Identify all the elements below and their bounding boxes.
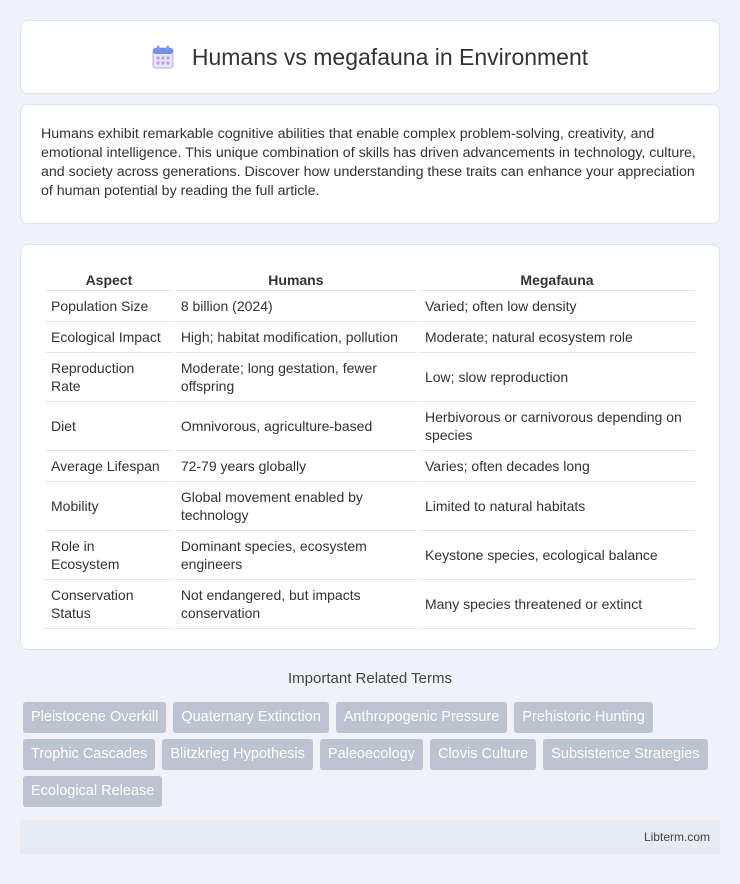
footer [20, 820, 720, 854]
term-tag[interactable]: Paleoecology [320, 739, 423, 770]
table-row [45, 580, 695, 629]
table-cell: High; habitat modification, pollution [175, 322, 417, 353]
comparison-table [43, 267, 697, 629]
intro-text: Humans exhibit remarkable cognitive abilities that enable complex problem-solving, creativity, and emotional intelligence. This unique combination of skills has driven advancements in technology, culture, and society across generations. Discover how understanding these traits can enhance your appreciation of human potential by reading the full article. [41, 126, 696, 199]
column-header-humans: Humans [175, 267, 417, 291]
table-cell: Mobility [45, 482, 173, 531]
term-tag[interactable]: Prehistoric Hunting [514, 702, 653, 733]
table-cell: 8 billion (2024) [175, 291, 417, 322]
calendar-icon [152, 45, 174, 69]
table-row [45, 291, 695, 322]
page-title: Humans vs megafauna in Environment [191, 43, 589, 70]
table-cell: Many species threatened or extinct [419, 580, 695, 629]
table-cell: Herbivorous or carnivorous depending on species [419, 402, 695, 451]
term-tag[interactable]: Trophic Cascades [23, 739, 155, 770]
intro-card [20, 104, 720, 224]
table-cell: Population Size [45, 291, 173, 322]
term-tag[interactable]: Blitzkrieg Hypothesis [162, 739, 313, 770]
related-terms-title: Important Related Terms [288, 670, 452, 687]
table-row [45, 482, 695, 531]
table-cell: Moderate; natural ecosystem role [419, 322, 695, 353]
table-cell: Average Lifespan [45, 451, 173, 482]
header-card [20, 20, 720, 94]
table-cell: Conservation Status [45, 580, 173, 629]
table-cell: Omnivorous, agriculture-based [175, 402, 417, 451]
table-cell: Dominant species, ecosystem engineers [175, 531, 417, 580]
table-cell: Role in Ecosystem [45, 531, 173, 580]
table-cell: 72-79 years globally [175, 451, 417, 482]
table-cell: Ecological Impact [45, 322, 173, 353]
comparison-card [20, 244, 720, 650]
term-tag[interactable]: Subsistence Strategies [543, 739, 707, 770]
table-row [45, 353, 695, 402]
table-cell: Limited to natural habitats [419, 482, 695, 531]
table-cell: Varied; often low density [419, 291, 695, 322]
column-header-megafauna: Megafauna [419, 267, 695, 291]
table-row [45, 322, 695, 353]
term-tag[interactable]: Pleistocene Overkill [23, 702, 166, 733]
footer-link[interactable]: Libterm.com [643, 830, 710, 844]
table-cell: Moderate; long gestation, fewer offspring [175, 353, 417, 402]
table-row [45, 451, 695, 482]
table-cell: Diet [45, 402, 173, 451]
table-cell: Varies; often decades long [419, 451, 695, 482]
table-row [45, 531, 695, 580]
term-tag[interactable]: Clovis Culture [430, 739, 536, 770]
table-cell: Not endangered, but impacts conservation [175, 580, 417, 629]
related-terms-list [23, 702, 723, 813]
term-tag[interactable]: Ecological Release [23, 776, 162, 807]
column-header-aspect: Aspect [45, 267, 173, 291]
term-tag[interactable]: Anthropogenic Pressure [336, 702, 508, 733]
term-tag[interactable]: Quaternary Extinction [173, 702, 328, 733]
table-row [45, 402, 695, 451]
table-cell: Low; slow reproduction [419, 353, 695, 402]
table-cell: Global movement enabled by technology [175, 482, 417, 531]
table-header-row [45, 267, 695, 291]
table-cell: Reproduction Rate [45, 353, 173, 402]
table-cell: Keystone species, ecological balance [419, 531, 695, 580]
